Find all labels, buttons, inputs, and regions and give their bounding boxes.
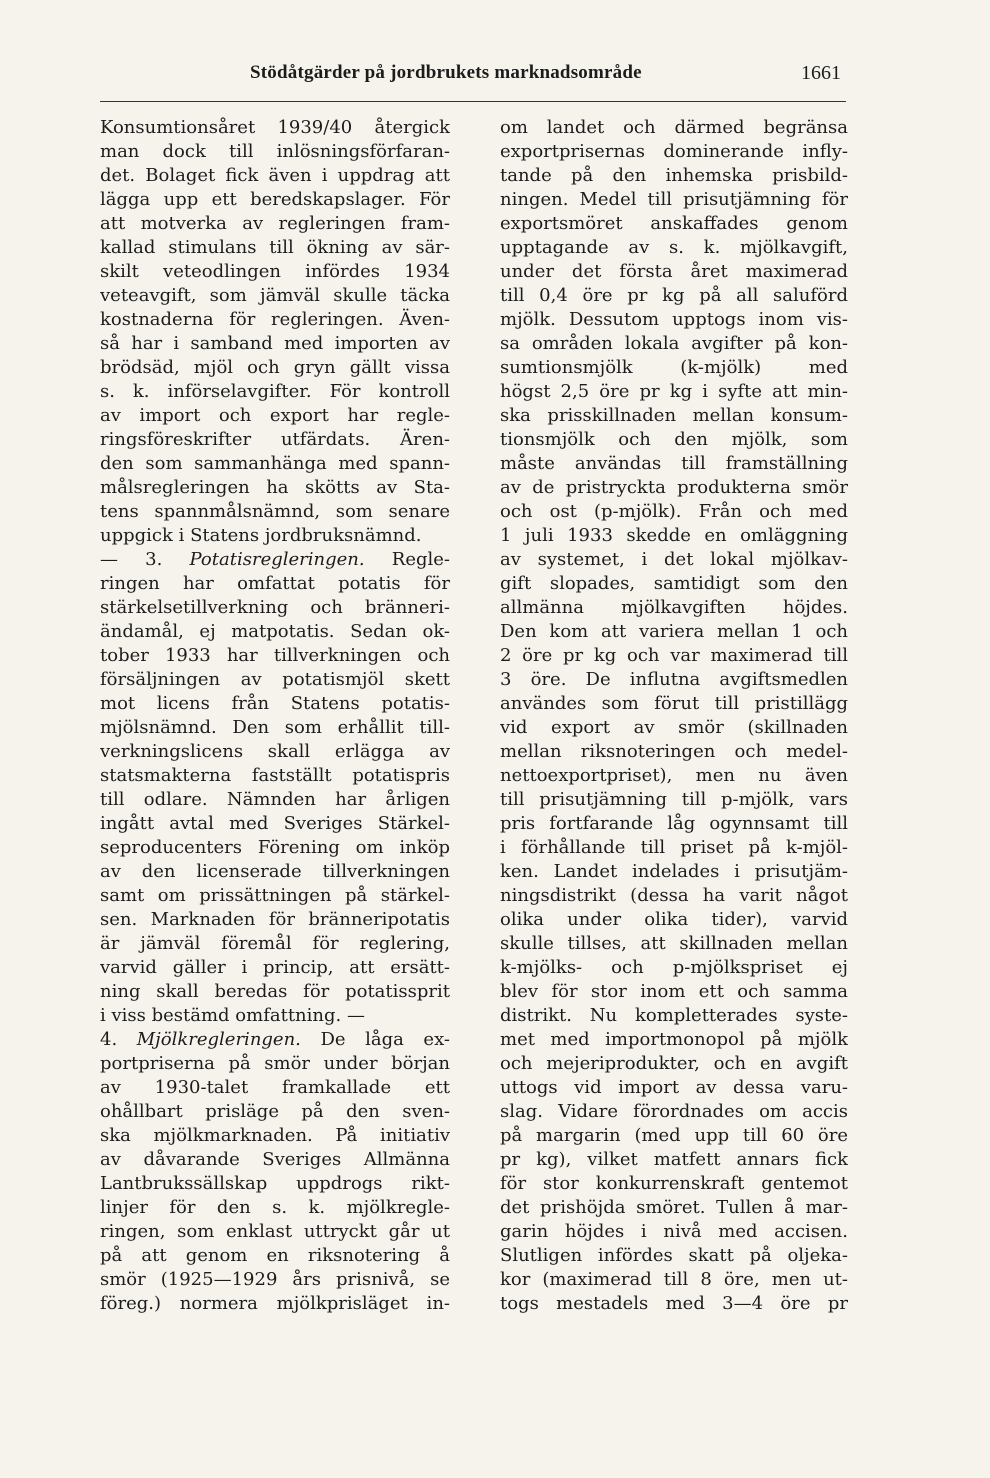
text-line: sen. Marknaden för bränneripotatis	[100, 909, 450, 930]
text-line: om landet och därmed begränsa	[500, 117, 848, 138]
text-line: pris fortfarande låg ogynnsamt till	[500, 813, 848, 834]
text-line: tens spannmålsnämnd, som senare	[100, 501, 450, 522]
text-line: distrikt. Nu kompletterades syste-	[500, 1005, 848, 1026]
text-line: ohållbart prisläge på den sven-	[100, 1101, 450, 1122]
text-line: ningsdistrikt (dessa ha varit något	[500, 885, 848, 906]
text-line: är jämväl föremål för reglering,	[100, 933, 450, 954]
text-line: det prishöjda smöret. Tullen å mar-	[500, 1197, 848, 1218]
text-line: 1 juli 1933 skedde en omläggning	[500, 525, 848, 546]
text-line: kallad stimulans till ökning av sär-	[100, 237, 450, 258]
text-line: ningen. Medel till prisutjämning för	[500, 189, 848, 210]
section-heading: Mjölkregleringen.	[136, 1029, 301, 1050]
text-line: samt om prissättningen på stärkel-	[100, 885, 450, 906]
text-line: uttogs vid import av dessa varu-	[500, 1077, 848, 1098]
text-line: tande på den inhemska prisbild-	[500, 165, 848, 186]
text-line: veteavgift, som jämväl skulle täcka	[100, 285, 450, 306]
text-line: 4. Mjölkregleringen. De låga ex-	[100, 1029, 450, 1050]
text-line: på margarin (med upp till 60 öre	[500, 1125, 848, 1146]
text-line: av dåvarande Sveriges Allmänna	[100, 1149, 450, 1170]
text-line: 3 öre. De influtna avgiftsmedlen	[500, 669, 848, 690]
text-line: varvid gäller i princip, att ersätt-	[100, 957, 450, 978]
text-line: ringsföreskrifter utfärdats. Ären-	[100, 429, 450, 450]
text-line: mjölk. Dessutom upptogs inom vis-	[500, 309, 848, 330]
section-heading: Potatisregleringen.	[189, 549, 365, 570]
text-line: föreg.) normera mjölkprisläget in-	[100, 1293, 450, 1314]
text-line: upptagande av s. k. mjölkavgift,	[500, 237, 848, 258]
text-line: skulle tillses, att skillnaden mellan	[500, 933, 848, 954]
text-line: statsmakterna fastställt potatispris	[100, 765, 450, 786]
text-line: sumtionsmjölk (k-mjölk) med	[500, 357, 848, 378]
header-title: Stödåtgärder på jordbrukets marknadsområde	[250, 62, 642, 83]
text-line: sa områden lokala avgifter på kon-	[500, 333, 848, 354]
text-line: på att genom en riksnotering å	[100, 1245, 450, 1266]
text-line: till odlare. Nämnden har årligen	[100, 789, 450, 810]
text-line: och mejeriprodukter, och en avgift	[500, 1053, 848, 1074]
text-line: under det första året maximerad	[500, 261, 848, 282]
text-line: av import och export har regle-	[100, 405, 450, 426]
running-header	[100, 62, 845, 92]
text-line: ken. Landet indelades i prisutjäm-	[500, 861, 848, 882]
text-line: garin höjdes i nivå med accisen.	[500, 1221, 848, 1242]
text-line: försäljningen av potatismjöl skett	[100, 669, 450, 690]
right-column	[500, 116, 848, 1316]
text-line: kostnaderna för regleringen. Även-	[100, 309, 450, 330]
text-line: kor (maximerad till 8 öre, men ut-	[500, 1269, 848, 1290]
text-line: man dock till inlösningsförfaran-	[100, 141, 450, 162]
text-line: i viss bestämd omfattning. —	[100, 1005, 365, 1026]
text-line: mot licens från Statens potatis-	[100, 693, 450, 714]
text-line: stärkelsetillverkning och bränneri-	[100, 597, 450, 618]
text-line: k-mjölks- och p-mjölkspriset ej	[500, 957, 848, 978]
text-line: ska prisskillnaden mellan konsum-	[500, 405, 848, 426]
text-line: smör (1925—1929 års prisnivå, se	[100, 1269, 450, 1290]
text-line: nettoexportpriset), men nu även	[500, 765, 848, 786]
text-line: Den kom att variera mellan 1 och	[500, 621, 848, 642]
text-line: pr kg), vilket matfett annars fick	[500, 1149, 848, 1170]
text-line: met med importmonopol på mjölk	[500, 1029, 848, 1050]
text-line: olika under olika tider), varvid	[500, 909, 848, 930]
text-line: mellan riksnoteringen och medel-	[500, 741, 848, 762]
page-number: 1661	[801, 62, 841, 84]
text-line: för stor konkurrenskraft gentemot	[500, 1173, 848, 1194]
text-line: portpriserna på smör under början	[100, 1053, 450, 1074]
text-line: så har i samband med importen av	[100, 333, 450, 354]
text-line: slag. Vidare förordnades om accis	[500, 1101, 848, 1122]
text-line: ska mjölkmarknaden. På initiativ	[100, 1125, 450, 1146]
text-line: uppgick i Statens jordbruksnämnd.	[100, 525, 422, 546]
text-line: s. k. införselavgifter. För kontroll	[100, 381, 450, 402]
text-line: mjölsnämnd. Den som erhållit till-	[100, 717, 450, 738]
text-line: ingått avtal med Sveriges Stärkel-	[100, 813, 450, 834]
text-line: det. Bolaget fick även i uppdrag att	[100, 165, 450, 186]
text-line: Konsumtionsåret 1939/40 återgick	[100, 117, 450, 138]
text-line: av den licenserade tillverkningen	[100, 861, 450, 882]
text-line: exportsmöret anskaffades genom	[500, 213, 848, 234]
text-line: seproducenters Förening om inköp	[100, 837, 450, 858]
text-line: i förhållande till priset på k-mjöl-	[500, 837, 848, 858]
text-line: den som sammanhänga med spann-	[100, 453, 450, 474]
text-line: målsregleringen ha skötts av Sta-	[100, 477, 450, 498]
text-line: tober 1933 har tillverkningen och	[100, 645, 450, 666]
text-line: lägga upp ett beredskapslager. För	[100, 189, 450, 210]
text-line: Slutligen infördes skatt på oljeka-	[500, 1245, 848, 1266]
header-rule	[100, 101, 846, 102]
text-line: linjer för den s. k. mjölkregle-	[100, 1197, 450, 1218]
text-line: ändamål, ej matpotatis. Sedan ok-	[100, 621, 450, 642]
text-line: av 1930-talet framkallade ett	[100, 1077, 450, 1098]
text-line: blev för stor inom ett och samma	[500, 981, 848, 1002]
text-line: brödsäd, mjöl och gryn gällt vissa	[100, 357, 450, 378]
text-line: av systemet, i det lokal mjölkav-	[500, 549, 848, 570]
text-line: och ost (p-mjölk). Från och med	[500, 501, 848, 522]
text-line: Lantbrukssällskap uppdrogs rikt-	[100, 1173, 450, 1194]
text-line: användes som förut till pristillägg	[500, 693, 848, 714]
text-line: av de pristryckta produkterna smör	[500, 477, 848, 498]
text-line: att motverka av regleringen fram-	[100, 213, 450, 234]
text-line: allmänna mjölkavgiften höjdes.	[500, 597, 848, 618]
text-line: skilt veteodlingen infördes 1934	[100, 261, 450, 282]
text-line: — 3. Potatisregleringen. Regle-	[100, 549, 450, 570]
text-line: till prisutjämning till p-mjölk, vars	[500, 789, 848, 810]
text-line: exportprisernas dominerande infly-	[500, 141, 848, 162]
text-line: togs mestadels med 3—4 öre pr	[500, 1293, 848, 1314]
text-line: till 0,4 öre pr kg på all saluförd	[500, 285, 848, 306]
text-line: gift slopades, samtidigt som den	[500, 573, 848, 594]
text-line: ringen har omfattat potatis för	[100, 573, 450, 594]
text-line: 2 öre pr kg och var maximerad till	[500, 645, 848, 666]
text-line: ringen, som enklast uttryckt går ut	[100, 1221, 450, 1242]
left-column	[100, 116, 450, 1316]
text-line: tionsmjölk och den mjölk, som	[500, 429, 848, 450]
text-line: högst 2,5 öre pr kg i syfte att min-	[500, 381, 848, 402]
text-line: ning skall beredas för potatissprit	[100, 981, 450, 1002]
text-line: vid export av smör (skillnaden	[500, 717, 848, 738]
text-line: verkningslicens skall erlägga av	[100, 741, 450, 762]
text-line: måste användas till framställning	[500, 453, 848, 474]
